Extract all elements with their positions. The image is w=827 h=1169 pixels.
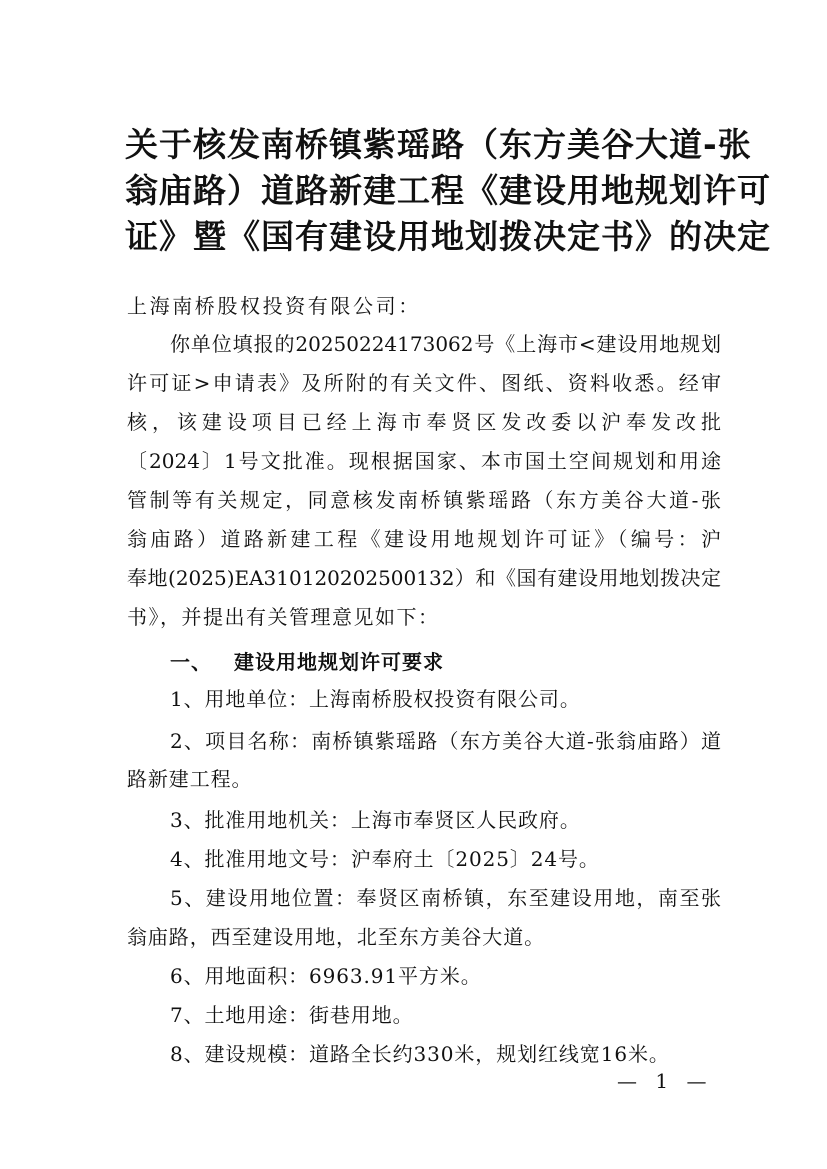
intro-line-1: 你单位填报的20250224173062号《上海市<建设用地规划 [170, 332, 721, 356]
item-2-line-1: 2、项目名称：南桥镇紫瑶路（东方美谷大道-张翁庙路）道 [170, 729, 721, 753]
item-4: 4、批准用地文号：沪奉府土〔2025〕24号。 [170, 847, 600, 871]
section-number: 一、 [170, 650, 212, 674]
intro-line-4: 〔2024〕1号文批准。现根据国家、本市国土空间规划和用途 [127, 449, 721, 473]
item-2-line-2: 路新建工程。 [127, 767, 253, 791]
document-title-line-3: 证》暨《国有建设用地划拨决定书》的决定 [125, 217, 771, 256]
section-heading [170, 648, 444, 676]
intro-line-2: 许可证>申请表》及所附的有关文件、图纸、资料收悉。经审 [127, 371, 721, 395]
page-number: — 1 — [617, 1069, 713, 1093]
item-1: 1、用地单位：上海南桥股权投资有限公司。 [170, 687, 581, 711]
item-3: 3、批准用地机关：上海市奉贤区人民政府。 [170, 808, 581, 832]
intro-line-5: 管制等有关规定，同意核发南桥镇紫瑶路（东方美谷大道-张 [127, 488, 721, 512]
intro-line-3: 核，该建设项目已经上海市奉贤区发改委以沪奉发改批 [127, 410, 721, 434]
item-7: 7、土地用途：街巷用地。 [170, 1003, 414, 1027]
intro-line-7: 奉地(2025)EA310120202500132）和《国有建设用地划拨决定 [127, 566, 721, 590]
document-title-line-1: 关于核发南桥镇紫瑶路（东方美谷大道-张 [125, 125, 752, 164]
intro-line-8: 书》，并提出有关管理意见如下： [127, 605, 440, 629]
document-title-line-2: 翁庙路）道路新建工程《建设用地规划许可 [125, 171, 771, 210]
item-6: 6、用地面积：6963.91平方米。 [170, 964, 482, 988]
item-5-line-2: 翁庙路，西至建设用地，北至东方美谷大道。 [127, 925, 545, 949]
item-5-line-1: 5、建设用地位置：奉贤区南桥镇，东至建设用地，南至张 [170, 886, 721, 910]
section-title: 建设用地规划许可要求 [234, 650, 444, 674]
intro-line-6: 翁庙路）道路新建工程《建设用地规划许可证》（编号：沪 [127, 527, 721, 551]
addressee: 上海南桥股权投资有限公司： [127, 294, 421, 318]
item-8: 8、建设规模：道路全长约330米，规划红线宽16米。 [170, 1042, 670, 1066]
